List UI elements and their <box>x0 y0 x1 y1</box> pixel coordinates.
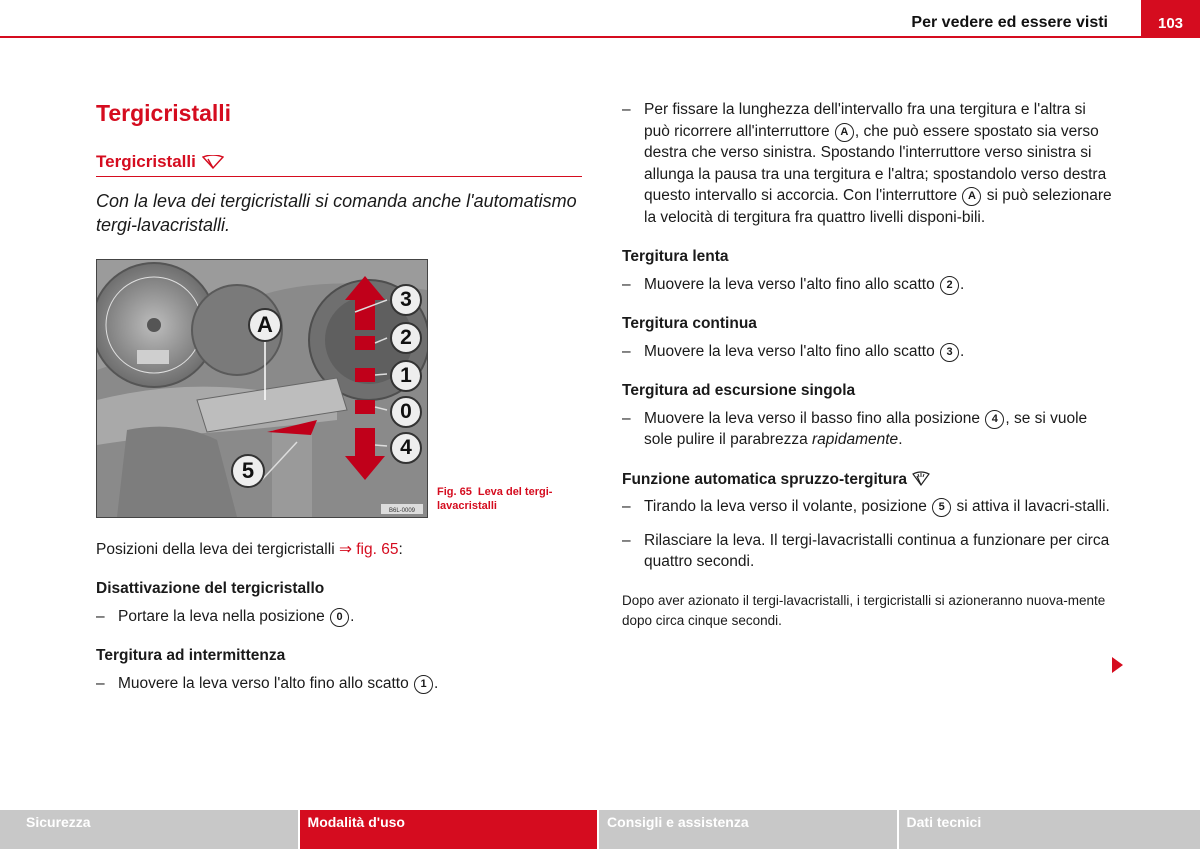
continue-arrow-icon[interactable] <box>1112 657 1123 673</box>
figure-caption-number: Fig. 65 <box>437 485 472 498</box>
item-heading: Tergitura ad escursione singola <box>622 382 856 399</box>
figure-caption <box>437 485 577 513</box>
item-heading-auto: Funzione automatica spruzzo-tergitura <box>622 469 1112 491</box>
list-item: – Portare la leva nella posizione 0 . <box>96 607 355 625</box>
tab-dati-tecnici[interactable]: Dati tecnici <box>899 810 1200 849</box>
list-item: – Muovere la leva verso l'alto fino allo scatto 3 . <box>622 342 965 360</box>
tab-modalita-uso[interactable]: Modalità d'uso <box>300 810 598 849</box>
subsection-title: Tergicristalli <box>96 152 196 171</box>
right-column <box>622 99 1112 631</box>
list-item: – Per fissare la lunghezza dell'intervallo fra una tergitura e l'altra si può ricorrere all'interruttore A , che può essere spostato sia verso destra che verso sinistra. Spostando l'interruttore verso sinistra si allunga la pausa tra una tergitura e l'altra; spostandolo verso destra questo intervallo si accorcia. Con l'interruttore A si può selezionare la velocità di tergitura fra quattro livelli disponi-bili. <box>622 101 1112 226</box>
item-heading: Tergitura continua <box>622 315 757 332</box>
figure-callout-a: A <box>248 308 282 342</box>
subsection-heading <box>96 151 582 177</box>
position-marker: 1 <box>414 675 433 694</box>
footer-nav <box>0 810 1200 849</box>
position-marker: 5 <box>932 498 951 517</box>
header-rule <box>0 36 1141 38</box>
position-marker: 4 <box>985 410 1004 429</box>
figure-callout-5: 5 <box>231 454 265 488</box>
item-heading: Disattivazione del tergicristallo <box>96 580 325 597</box>
figure-callout-1: 1 <box>390 360 422 392</box>
washer-icon <box>912 471 930 487</box>
item-heading: Tergitura lenta <box>622 248 729 265</box>
list-item: – Muovere la leva verso il basso fino alla posizione 4 , se si vuole sole pulire il parabrezza rapidamente. <box>622 409 1088 448</box>
wiper-lever-figure <box>96 259 428 518</box>
figure-callout-3: 3 <box>390 284 422 316</box>
figure-code: B6L-0009 <box>388 507 416 514</box>
running-header: Per vedere ed essere visti <box>911 14 1108 31</box>
item-heading: Tergitura ad intermittenza <box>96 647 286 664</box>
intro-text: Con la leva dei tergicristalli si comanda anche l'automatismo tergi-lavacristalli. <box>96 190 577 235</box>
note-text: Dopo aver azionato il tergi-lavacristalli, i tergicristalli si azioneranno nuova-mente dopo circa cinque secondi. <box>622 592 1106 628</box>
figure-reference-link[interactable]: ⇒ fig. 65 <box>338 540 399 558</box>
tab-sicurezza[interactable]: Sicurezza <box>0 810 298 849</box>
switch-marker: A <box>962 187 981 206</box>
page-number: 103 <box>1141 0 1200 38</box>
figure-callout-2: 2 <box>390 322 422 354</box>
switch-marker: A <box>835 123 854 142</box>
tab-consigli-assistenza[interactable]: Consigli e assistenza <box>599 810 897 849</box>
list-item: – Muovere la leva verso l'alto fino allo scatto 1 . <box>96 674 439 692</box>
figure-block <box>96 259 582 517</box>
list-item: – Rilasciare la leva. Il tergi-lavacristalli continua a funzionare per circa quattro secondi. <box>622 531 1110 570</box>
figure-callout-4: 4 <box>390 432 422 464</box>
positions-intro: Posizioni della leva dei tergicristalli ⇒ fig. 65: <box>96 540 403 558</box>
figure-callout-0: 0 <box>390 396 422 428</box>
wiper-icon <box>202 155 224 169</box>
position-marker: 0 <box>330 608 349 627</box>
left-column <box>96 95 582 694</box>
list-item: – Muovere la leva verso l'alto fino allo scatto 2 . <box>622 275 965 293</box>
section-title: Tergicristalli <box>96 100 232 126</box>
figure-caption-text: Leva del tergi-lavacristalli <box>437 485 553 512</box>
position-marker: 3 <box>940 343 959 362</box>
list-item: – Tirando la leva verso il volante, posizione 5 si attiva il lavacri-stalli. <box>622 498 1110 515</box>
position-marker: 2 <box>940 276 959 295</box>
